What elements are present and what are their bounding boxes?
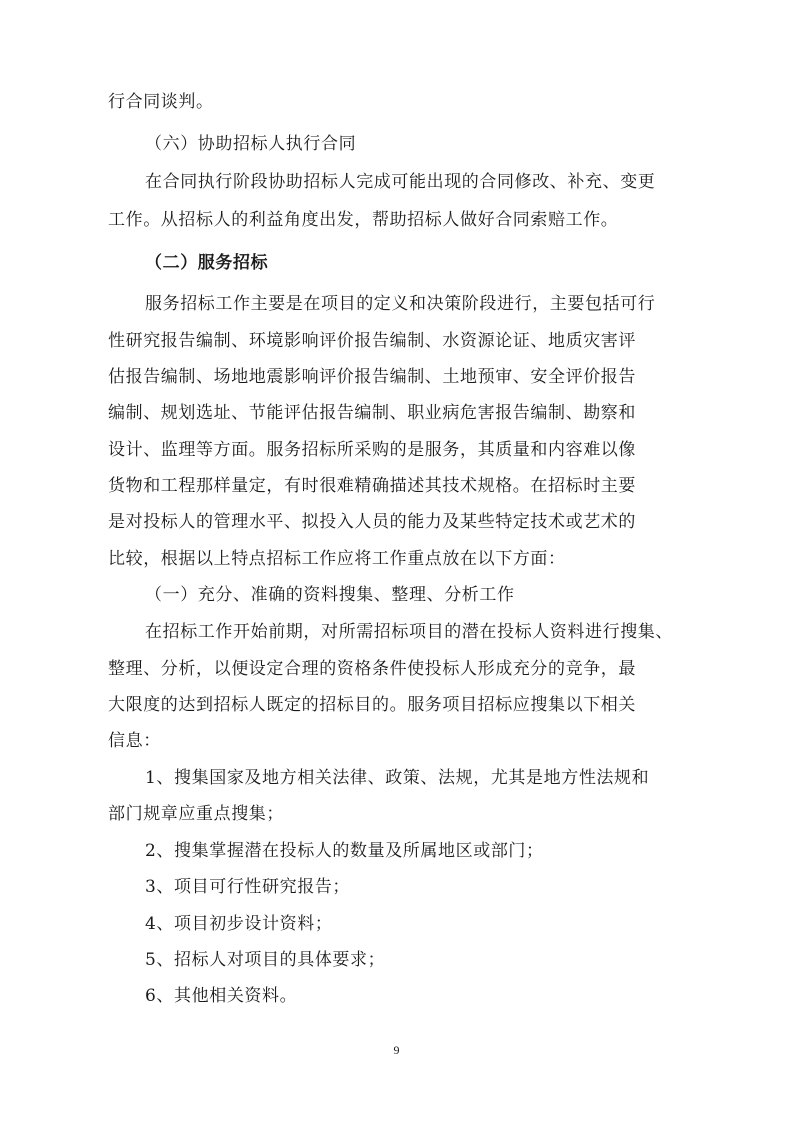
section-heading: （二）服务招标 <box>145 253 269 273</box>
subheading: （一）充分、准确的资料搜集、整理、分析工作 <box>145 585 515 605</box>
text-line: 设计、监理等方面。服务招标所采购的是服务，其质量和内容难以像 <box>108 440 636 460</box>
text-line: 货物和工程那样量定，有时很难精确描述其技术规格。在招标时主要 <box>108 476 636 496</box>
text-line: 整理、分析，以便设定合理的资格条件使投标人形成充分的竞争，最 <box>108 659 636 679</box>
text-line: 在招标工作开始前期，对所需招标项目的潜在投标人资料进行搜集、 <box>145 622 673 642</box>
text-line: 大限度的达到招标人既定的招标目的。服务项目招标应搜集以下相关 <box>108 695 636 715</box>
subheading: （六）协助招标人执行合同 <box>145 134 357 154</box>
text-line: 比较，根据以上特点招标工作应将工作重点放在以下方面： <box>108 549 566 569</box>
list-item: 2、搜集掌握潜在投标人的数量及所属地区或部门； <box>145 841 544 861</box>
page-number: 9 <box>393 1043 400 1057</box>
text-line: 在合同执行阶段协助招标人完成可能出现的合同修改、补充、变更 <box>145 172 656 192</box>
list-item: 5、招标人对项目的具体要求； <box>145 950 386 970</box>
text-line: 估报告编制、场地地震影响评价报告编制、土地预审、安全评价报告 <box>108 367 636 387</box>
text-line: 信息： <box>108 731 161 751</box>
text-line: 工作。从招标人的利益角度出发，帮助招标人做好合同索赔工作。 <box>108 210 619 230</box>
text-line: 行合同谈判。 <box>108 92 214 112</box>
text-line: 编制、规划选址、节能评估报告编制、职业病危害报告编制、勘察和 <box>108 403 636 423</box>
text-line: 部门规章应重点搜集； <box>108 804 284 824</box>
list-item: 3、项目可行性研究报告； <box>145 877 351 897</box>
text-line: 是对投标人的管理水平、拟投入人员的能力及某些特定技术或艺术的 <box>108 512 636 532</box>
text-line: 性研究报告编制、环境影响评价报告编制、水资源论证、地质灾害评 <box>108 331 636 351</box>
text-line: 服务招标工作主要是在项目的定义和决策阶段进行，主要包括可行 <box>145 294 656 314</box>
list-item: 4、项目初步设计资料； <box>145 914 333 934</box>
list-item: 1、搜集国家及地方相关法律、政策、法规，尤其是地方性法规和 <box>145 768 650 788</box>
list-item: 6、其他相关资料。 <box>145 986 298 1006</box>
